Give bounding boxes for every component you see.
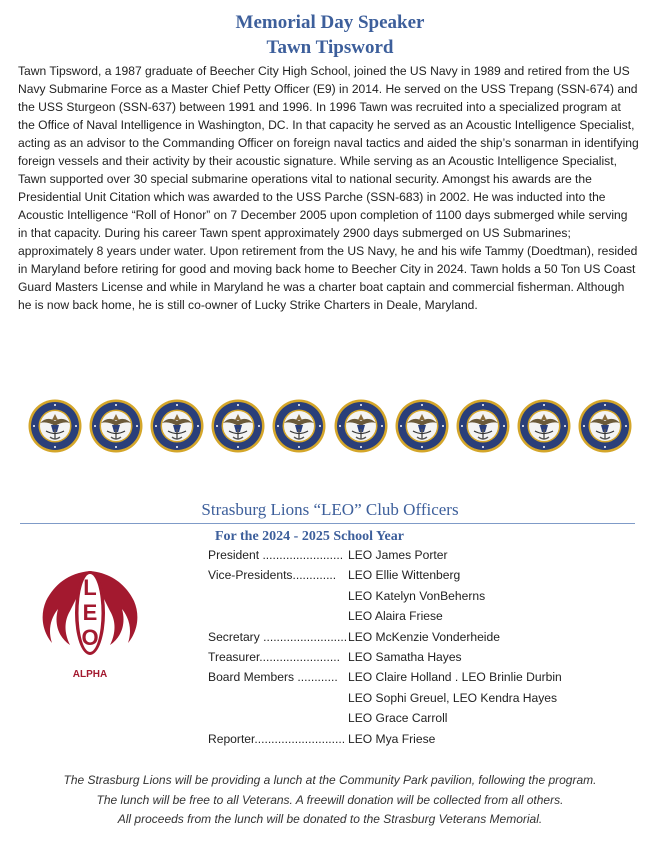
logo-letter: E [82,600,98,625]
officer-name: LEO Claire Holland . LEO Brinlie Durbin [348,670,562,685]
officer-name: LEO James Porter [348,548,448,562]
footer-line: The Strasburg Lions will be providing a lunch at the Community Park pavilion, following the program. [63,773,597,787]
navy-emblem-icon [211,399,265,453]
officer-role: Vice-Presidents............. [208,568,337,583]
navy-emblem-icon [456,399,510,453]
navy-emblem-icon [28,399,82,453]
officer-name: LEO Mya Friese [348,731,436,746]
navy-emblem-icon [334,399,388,453]
logo-letter: L [83,575,97,600]
officer-role: Treasurer........................ [208,649,340,664]
officer-role: Board Members ............ [208,670,338,685]
navy-emblem-icon [578,399,632,453]
officer-role: President ........................ [208,548,344,562]
navy-emblem-icon [150,399,204,453]
officer-role: Reporter........................... [208,731,346,746]
navy-emblem-icon [272,399,326,453]
officer-name: LEO Samatha Hayes [348,649,462,664]
officer-name: LEO Ellie Wittenberg [348,568,461,583]
leo-club-logo [34,565,146,683]
footer-line: All proceeds from the lunch will be donated to the Strasburg Veterans Memorial. [117,812,543,826]
page-title: Memorial Day Speaker [235,12,425,33]
logo-letter: O [81,625,99,650]
officer-name: LEO Katelyn VonBeherns [348,588,486,603]
navy-emblem-icon [89,399,143,453]
officer-name: LEO Alaira Friese [348,609,443,624]
speaker-bio: Tawn Tipsword, a 1987 graduate of Beecher City High School, joined the US Navy in 1989 and retired from the US Navy Submarine Force as a Master Chief Petty Officer (E9) in 2014. He served on the USS Trepang (SSN-674) and the USS Sturgeon (SSN-637) between 1991 and 1996. In 1996 Tawn was recruited into a specialized program at the Office of Naval Intelligence in Washington, DC. In that capacity he served as an Acoustic Intelligence Specialist, acting as an advisor to the Commanding Officer on foreign naval tactics and aided the ship’s sonarman in identifying foreign vessels and their activity by their acoustic signature. While serving as an Acoustic Intelligence Specialist, Tawn supported over 30 special submarine operations vital to national security. Amongst his awards are the Presidential Unit Citation which was awarded to the USS Parche (SSN-683) in 2002. He was inducted into the Acoustic Intelligence “Roll of Honor” on 7 December 2005 upon completion of 1100 days submerged while serving in that capacity. During his career Tawn spent approximately 2900 days submerged on US Submarines; approximately 8 years under water. Upon retirement from the US Navy, he and his wife Tammy (Doedtman), resided in Maryland before retiring for good and moving back home to Beecher City in 2024. Tawn holds a 50 Ton US Coast Guard Masters License and while in Maryland he was a charter boat captain and commercial fisherman. Although he is now back home, he is still co-owner of Lucky Strike Charters in Deale, Maryland. [18,64,639,312]
navy-emblem-row [28,399,632,455]
officers-title: Strasburg Lions “LEO” Club Officers [201,500,459,519]
logo-caption: ALPHA [72,669,108,680]
officer-name: LEO McKenzie Vonderheide [348,629,500,644]
school-year-subtitle: For the 2024 - 2025 School Year [215,529,404,544]
speaker-name: Tawn Tipsword [266,37,394,58]
officer-name: LEO Sophi Greuel, LEO Kendra Hayes [348,690,558,705]
officer-name: LEO Grace Carroll [348,711,448,726]
officer-role: Secretary ......................... [208,629,348,644]
footer-line: The lunch will be free to all Veterans. A freewill donation will be collected from all others. [96,792,564,807]
lunch-announcement [0,771,660,830]
section-divider [20,523,635,524]
navy-emblem-icon [395,399,449,453]
navy-emblem-icon [517,399,571,453]
